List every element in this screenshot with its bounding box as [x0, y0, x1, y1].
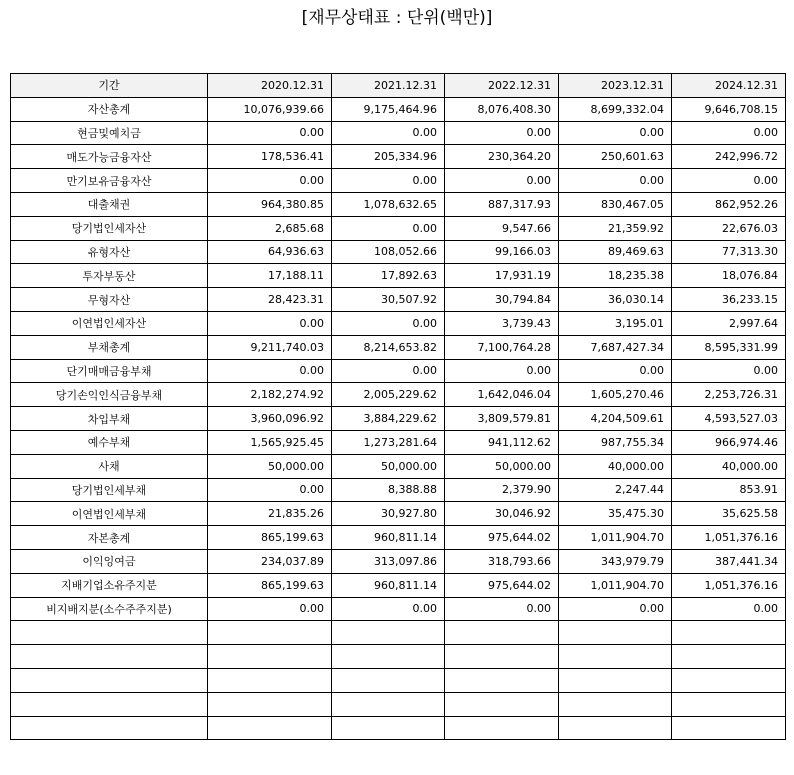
- cell-value: 21,359.92: [559, 216, 672, 240]
- cell-value: 1,273,281.64: [332, 430, 445, 454]
- row-label: 단기매매금융부채: [11, 359, 208, 383]
- cell-value: 8,388.88: [332, 478, 445, 502]
- balance-sheet-table: [10, 73, 786, 740]
- cell-value: 1,605,270.46: [559, 383, 672, 407]
- cell-value: 0.00: [445, 359, 559, 383]
- cell-value: 0.00: [332, 311, 445, 335]
- header-period: 2024.12.31: [672, 74, 786, 98]
- cell-value: 2,247.44: [559, 478, 672, 502]
- cell-value: [445, 716, 559, 740]
- row-label: 이익잉여금: [11, 549, 208, 573]
- cell-value: 3,960,096.92: [208, 407, 332, 431]
- cell-value: 205,334.96: [332, 145, 445, 169]
- cell-value: 2,253,726.31: [672, 383, 786, 407]
- cell-value: 0.00: [672, 169, 786, 193]
- cell-value: 387,441.34: [672, 549, 786, 573]
- cell-value: 35,475.30: [559, 502, 672, 526]
- cell-value: [559, 716, 672, 740]
- table-row: [11, 502, 786, 526]
- cell-value: 50,000.00: [208, 454, 332, 478]
- cell-value: 17,931.19: [445, 264, 559, 288]
- cell-value: 30,046.92: [445, 502, 559, 526]
- cell-value: 0.00: [332, 216, 445, 240]
- cell-value: [672, 716, 786, 740]
- row-label: 비지배지분(소수주주지분): [11, 597, 208, 621]
- cell-value: 10,076,939.66: [208, 97, 332, 121]
- row-label: 자본총계: [11, 526, 208, 550]
- cell-value: [332, 621, 445, 645]
- cell-value: 0.00: [208, 478, 332, 502]
- cell-value: 853.91: [672, 478, 786, 502]
- cell-value: 1,051,376.16: [672, 526, 786, 550]
- cell-value: 99,166.03: [445, 240, 559, 264]
- row-label: 부채총계: [11, 335, 208, 359]
- cell-value: 9,646,708.15: [672, 97, 786, 121]
- cell-value: 0.00: [208, 311, 332, 335]
- cell-value: 2,005,229.62: [332, 383, 445, 407]
- table-row: [11, 716, 786, 740]
- cell-value: 2,997.64: [672, 311, 786, 335]
- cell-value: 2,379.90: [445, 478, 559, 502]
- cell-value: [208, 645, 332, 669]
- cell-value: 3,809,579.81: [445, 407, 559, 431]
- cell-value: [672, 621, 786, 645]
- row-label: 투자부동산: [11, 264, 208, 288]
- cell-value: [559, 645, 672, 669]
- table-row: [11, 549, 786, 573]
- table-row: [11, 97, 786, 121]
- cell-value: 242,996.72: [672, 145, 786, 169]
- cell-value: [559, 692, 672, 716]
- cell-value: 0.00: [332, 597, 445, 621]
- row-label: 대출채권: [11, 192, 208, 216]
- cell-value: 0.00: [332, 121, 445, 145]
- cell-value: 89,469.63: [559, 240, 672, 264]
- table-row: [11, 621, 786, 645]
- cell-value: 36,233.15: [672, 288, 786, 312]
- table-row: [11, 407, 786, 431]
- cell-value: [332, 668, 445, 692]
- row-label: 현금및예치금: [11, 121, 208, 145]
- table-row: [11, 383, 786, 407]
- cell-value: [672, 645, 786, 669]
- cell-value: [332, 645, 445, 669]
- cell-value: [332, 716, 445, 740]
- cell-value: 40,000.00: [559, 454, 672, 478]
- table-row: [11, 335, 786, 359]
- cell-value: 28,423.31: [208, 288, 332, 312]
- cell-value: 865,199.63: [208, 573, 332, 597]
- cell-value: [208, 668, 332, 692]
- cell-value: 1,565,925.45: [208, 430, 332, 454]
- cell-value: 1,051,376.16: [672, 573, 786, 597]
- cell-value: 7,100,764.28: [445, 335, 559, 359]
- header-period: 2021.12.31: [332, 74, 445, 98]
- table-row: [11, 121, 786, 145]
- cell-value: 0.00: [559, 169, 672, 193]
- cell-value: 30,927.80: [332, 502, 445, 526]
- cell-value: 313,097.86: [332, 549, 445, 573]
- cell-value: [208, 716, 332, 740]
- cell-value: 234,037.89: [208, 549, 332, 573]
- cell-value: 966,974.46: [672, 430, 786, 454]
- cell-value: 4,204,509.61: [559, 407, 672, 431]
- row-label: 차입부채: [11, 407, 208, 431]
- cell-value: 17,892.63: [332, 264, 445, 288]
- cell-value: 987,755.34: [559, 430, 672, 454]
- table-row: [11, 192, 786, 216]
- row-label: 당기손익인식금융부채: [11, 383, 208, 407]
- row-label: 예수부채: [11, 430, 208, 454]
- cell-value: [445, 692, 559, 716]
- table-row: [11, 240, 786, 264]
- table-row: [11, 359, 786, 383]
- cell-value: 50,000.00: [332, 454, 445, 478]
- cell-value: 7,687,427.34: [559, 335, 672, 359]
- header-period: 2020.12.31: [208, 74, 332, 98]
- cell-value: 1,078,632.65: [332, 192, 445, 216]
- cell-value: 77,313.30: [672, 240, 786, 264]
- cell-value: 343,979.79: [559, 549, 672, 573]
- cell-value: 9,211,740.03: [208, 335, 332, 359]
- cell-value: 230,364.20: [445, 145, 559, 169]
- cell-value: [445, 668, 559, 692]
- row-label: 당기법인세자산: [11, 216, 208, 240]
- cell-value: 0.00: [445, 169, 559, 193]
- table-row: [11, 430, 786, 454]
- cell-value: 0.00: [672, 597, 786, 621]
- cell-value: [332, 692, 445, 716]
- cell-value: 9,175,464.96: [332, 97, 445, 121]
- table-row: [11, 264, 786, 288]
- table-row: [11, 692, 786, 716]
- cell-value: 3,739.43: [445, 311, 559, 335]
- cell-value: 0.00: [672, 121, 786, 145]
- cell-value: 0.00: [559, 597, 672, 621]
- cell-value: 178,536.41: [208, 145, 332, 169]
- cell-value: 30,794.84: [445, 288, 559, 312]
- row-label: [11, 621, 208, 645]
- cell-value: 865,199.63: [208, 526, 332, 550]
- cell-value: 960,811.14: [332, 573, 445, 597]
- cell-value: 0.00: [445, 597, 559, 621]
- cell-value: 887,317.93: [445, 192, 559, 216]
- row-label: 무형자산: [11, 288, 208, 312]
- cell-value: 64,936.63: [208, 240, 332, 264]
- cell-value: 830,467.05: [559, 192, 672, 216]
- cell-value: [672, 692, 786, 716]
- cell-value: 21,835.26: [208, 502, 332, 526]
- row-label: [11, 668, 208, 692]
- cell-value: 0.00: [672, 359, 786, 383]
- cell-value: 40,000.00: [672, 454, 786, 478]
- header-period-label: 기간: [11, 74, 208, 98]
- cell-value: 4,593,527.03: [672, 407, 786, 431]
- cell-value: 1,011,904.70: [559, 573, 672, 597]
- header-period: 2022.12.31: [445, 74, 559, 98]
- table-row: [11, 478, 786, 502]
- cell-value: 17,188.11: [208, 264, 332, 288]
- row-label: [11, 645, 208, 669]
- row-label: 이연법인세부채: [11, 502, 208, 526]
- cell-value: 9,547.66: [445, 216, 559, 240]
- row-label: 지배기업소유주지분: [11, 573, 208, 597]
- cell-value: 8,699,332.04: [559, 97, 672, 121]
- row-label: [11, 692, 208, 716]
- cell-value: [559, 621, 672, 645]
- table-row: [11, 145, 786, 169]
- table-row: [11, 668, 786, 692]
- cell-value: 862,952.26: [672, 192, 786, 216]
- table-row: [11, 597, 786, 621]
- cell-value: [559, 668, 672, 692]
- table-row: [11, 169, 786, 193]
- header-period: 2023.12.31: [559, 74, 672, 98]
- header-row: [11, 74, 786, 98]
- cell-value: 0.00: [208, 359, 332, 383]
- cell-value: 2,182,274.92: [208, 383, 332, 407]
- row-label: 당기법인세부채: [11, 478, 208, 502]
- table-row: [11, 573, 786, 597]
- cell-value: 960,811.14: [332, 526, 445, 550]
- table-row: [11, 311, 786, 335]
- cell-value: 318,793.66: [445, 549, 559, 573]
- cell-value: [208, 621, 332, 645]
- table-row: [11, 216, 786, 240]
- cell-value: 3,884,229.62: [332, 407, 445, 431]
- cell-value: [208, 692, 332, 716]
- row-label: 자산총계: [11, 97, 208, 121]
- cell-value: 30,507.92: [332, 288, 445, 312]
- cell-value: [672, 668, 786, 692]
- table-row: [11, 288, 786, 312]
- cell-value: 0.00: [332, 359, 445, 383]
- cell-value: 941,112.62: [445, 430, 559, 454]
- row-label: 사채: [11, 454, 208, 478]
- row-label: 유형자산: [11, 240, 208, 264]
- table-row: [11, 645, 786, 669]
- table-row: [11, 526, 786, 550]
- cell-value: 3,195.01: [559, 311, 672, 335]
- cell-value: 0.00: [332, 169, 445, 193]
- page-title: [재무상태표 : 단위(백만)]: [301, 8, 493, 28]
- cell-value: 964,380.85: [208, 192, 332, 216]
- cell-value: 0.00: [559, 121, 672, 145]
- cell-value: 975,644.02: [445, 573, 559, 597]
- cell-value: 22,676.03: [672, 216, 786, 240]
- cell-value: 35,625.58: [672, 502, 786, 526]
- cell-value: 975,644.02: [445, 526, 559, 550]
- cell-value: 8,214,653.82: [332, 335, 445, 359]
- cell-value: 8,595,331.99: [672, 335, 786, 359]
- cell-value: 0.00: [208, 597, 332, 621]
- cell-value: 18,235.38: [559, 264, 672, 288]
- cell-value: 8,076,408.30: [445, 97, 559, 121]
- cell-value: [445, 621, 559, 645]
- cell-value: 0.00: [208, 169, 332, 193]
- cell-value: 2,685.68: [208, 216, 332, 240]
- cell-value: 108,052.66: [332, 240, 445, 264]
- table-row: [11, 454, 786, 478]
- cell-value: 50,000.00: [445, 454, 559, 478]
- row-label: 이연법인세자산: [11, 311, 208, 335]
- cell-value: 0.00: [559, 359, 672, 383]
- cell-value: 1,642,046.04: [445, 383, 559, 407]
- cell-value: 36,030.14: [559, 288, 672, 312]
- cell-value: 250,601.63: [559, 145, 672, 169]
- row-label: 매도가능금융자산: [11, 145, 208, 169]
- row-label: 만기보유금융자산: [11, 169, 208, 193]
- row-label: [11, 716, 208, 740]
- cell-value: 1,011,904.70: [559, 526, 672, 550]
- cell-value: 0.00: [208, 121, 332, 145]
- cell-value: 18,076.84: [672, 264, 786, 288]
- cell-value: 0.00: [445, 121, 559, 145]
- cell-value: [445, 645, 559, 669]
